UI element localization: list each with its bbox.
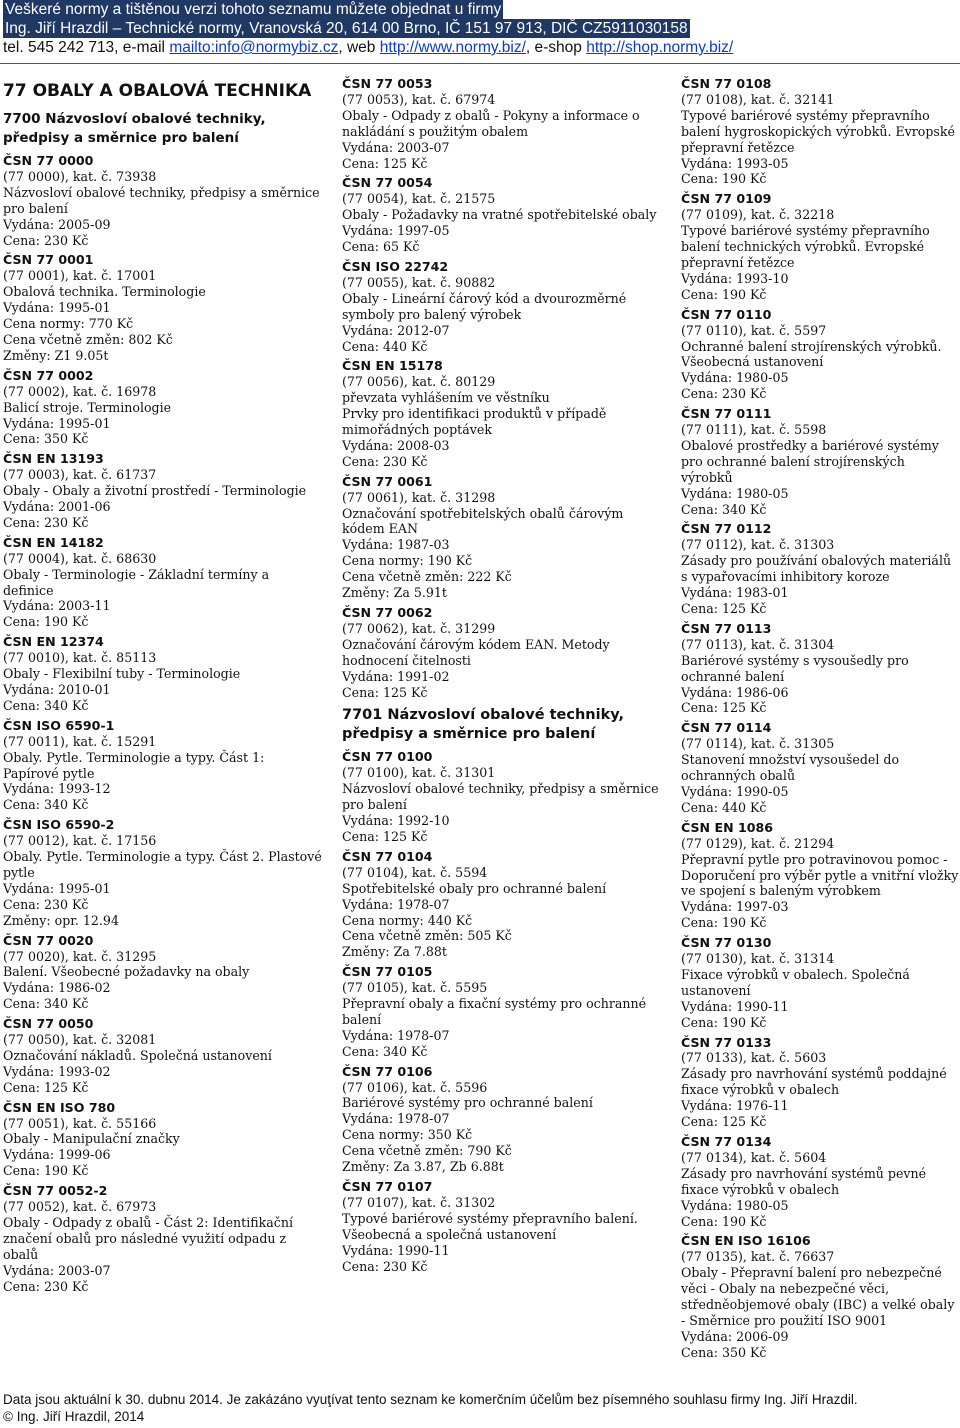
standard-detail-line: Cena: 340 Kč (3, 797, 89, 813)
standard-code: ČSN 77 0105 (342, 964, 433, 980)
standard-detail-line: (77 0105), kat. č. 5595 (342, 980, 488, 996)
standard-code: ČSN 77 0130 (681, 935, 772, 951)
standard-detail-line: Vydána: 1995-01 (3, 415, 111, 431)
standard-detail-line: Změny: Za 3.87, Zb 6.88t (342, 1159, 504, 1175)
standard-detail-line: Cena včetně změn: 505 Kč (342, 928, 512, 944)
standard-detail-line: (77 0104), kat. č. 5594 (342, 864, 488, 880)
standard-detail-line: Zásady pro navrhování systémů pevné fixace výrobků v obalech (681, 1165, 927, 1197)
standard-detail-line: (77 0110), kat. č. 5597 (681, 322, 827, 338)
standard-code: ČSN EN 14182 (3, 534, 104, 550)
standard-detail-line: Cena: 125 Kč (681, 1114, 767, 1130)
standard-detail-line: Obalové prostředky a bariérové systémy pro ochranné balení strojírenských výrobků (681, 437, 939, 485)
standard-detail-line: Označování spotřebitelských obalů čárovým kódem EAN (342, 505, 624, 537)
standard-detail-line: Zásady pro používání obalových materiálů s vypařovacími inhibitory koroze (681, 553, 952, 585)
standard-entry (681, 621, 960, 716)
eshop-label: , e-shop (525, 39, 587, 56)
standard-code: ČSN EN 1086 (681, 819, 774, 835)
standard-detail-line: (77 0109), kat. č. 32218 (681, 207, 835, 223)
standard-detail-line: Stanovení množství vysoušedel do ochranných obalů (681, 752, 900, 784)
section-title: 77 OBALY A OBALOVÁ TECHNIKA (3, 81, 312, 101)
standard-code: ČSN ISO 6590-1 (3, 717, 115, 733)
standard-detail-line: Vydána: 1986-02 (3, 980, 111, 996)
standard-entry (681, 307, 960, 402)
standard-entry (3, 817, 323, 928)
standard-detail-line: Cena: 440 Kč (342, 338, 428, 354)
standard-code: ČSN 77 0133 (681, 1034, 772, 1050)
standard-entry (681, 521, 960, 616)
standard-detail-line: Balení. Všeobecné požadavky na obaly (3, 964, 250, 980)
standard-detail-line: Obaly - Lineární čárový kód a dvourozměrné symboly pro balený výrobek (342, 290, 627, 322)
phone-email-label: tel. 545 242 713, e-mail (3, 39, 170, 56)
standard-detail-line: Změny: Za 5.91t (342, 585, 447, 601)
standard-code: ČSN 77 0107 (342, 1179, 433, 1194)
standard-code: ČSN 77 0000 (3, 153, 94, 168)
standard-detail-line: (77 0134), kat. č. 5604 (681, 1149, 827, 1165)
standard-detail-line: Vydána: 2003-07 (3, 1262, 111, 1278)
standard-detail-line: (77 0129), kat. č. 21294 (681, 835, 835, 851)
standard-code: ČSN 77 0113 (681, 620, 772, 636)
column-2 (342, 76, 662, 1278)
standard-detail-line: převzata vyhlášením ve věstníku (342, 390, 550, 406)
standard-detail-line: Vydána: 1978-07 (342, 1111, 450, 1127)
standard-detail-line: (77 0051), kat. č. 55166 (3, 1115, 157, 1131)
standard-detail-line: Cena: 440 Kč (681, 799, 767, 815)
standard-detail-line: (77 0108), kat. č. 32141 (681, 91, 835, 107)
standard-detail-line: (77 0012), kat. č. 17156 (3, 833, 157, 849)
page-header (3, 0, 958, 57)
standard-entry (681, 720, 960, 815)
header-divider (0, 63, 960, 64)
standard-detail-line: Cena: 230 Kč (342, 453, 428, 469)
standard-code: ČSN 77 0112 (681, 521, 772, 537)
standards-list-col1 (3, 153, 323, 1295)
standard-code: ČSN 77 0001 (3, 252, 94, 268)
standard-detail-line: Vydána: 1997-03 (681, 899, 789, 915)
standard-detail-line: Obaly - Manipulační značky (3, 1131, 180, 1147)
standard-code: ČSN 77 0061 (342, 473, 433, 489)
header-line-1: Veškeré normy a tištěnou verzi tohoto seznamu můžete objednat u firmy (5, 1, 502, 18)
standard-detail-line: Cena: 125 Kč (681, 601, 767, 616)
standard-detail-line: Cena včetně změn: 222 Kč (342, 569, 512, 585)
standard-detail-line: Vydána: 1983-01 (681, 585, 789, 601)
standard-detail-line: (77 0004), kat. č. 68630 (3, 550, 157, 566)
standard-detail-line: Zásady pro navrhování systémů poddajné fixace výrobků v obalech (681, 1066, 947, 1098)
standard-detail-line: Cena: 230 Kč (681, 386, 767, 402)
standard-detail-line: Vydána: 2008-03 (342, 437, 450, 453)
standard-detail-line: Přepravní obaly a fixační systémy pro ochranné balení (342, 996, 647, 1027)
standard-detail-line: Změny: Za 7.88t (342, 944, 447, 960)
standard-detail-line: (77 0135), kat. č. 76637 (681, 1249, 835, 1265)
standard-detail-line: Cena: 340 Kč (3, 996, 89, 1012)
standard-detail-line: (77 0000), kat. č. 73938 (3, 168, 157, 184)
standard-detail-line: Vydána: 1978-07 (342, 896, 450, 912)
standard-detail-line: Vydána: 2001-06 (3, 499, 111, 515)
standard-detail-line: Obaly - Přepravní balení pro nebezpečné věci - Obaly na nebezpečné věci, středněobjemové obaly (IBC) a velké obaly - Směrnice pro použití ISO 9001 (681, 1265, 955, 1328)
standard-code: ČSN 77 0106 (342, 1063, 433, 1079)
standard-code: ČSN ISO 22742 (342, 258, 449, 274)
standard-detail-line: Cena: 190 Kč (3, 614, 89, 630)
standard-detail-line: Vydána: 1990-11 (681, 998, 789, 1014)
standard-entry (3, 535, 323, 630)
standard-detail-line: Cena: 125 Kč (681, 700, 767, 716)
standard-detail-line: (77 0114), kat. č. 31305 (681, 736, 835, 752)
standard-detail-line: Vydána: 2012-07 (342, 322, 450, 338)
standard-code: ČSN 77 0111 (681, 406, 772, 422)
header-line-2: Ing. Jiří Hrazdil – Technické normy, Vranovská 20, 614 00 Brno, IČ 151 97 913, DIČ CZ5911030158 (5, 20, 688, 37)
standard-detail-line: Obaly - Flexibilní tuby - Terminologie (3, 666, 241, 682)
standard-detail-line: Bariérové systémy s vysoušedly pro ochranné balení (681, 652, 909, 684)
eshop-link[interactable]: http://shop.normy.biz/ (586, 39, 734, 56)
standard-detail-line: Prvky pro identifikaci produktů v případě mimořádných poptávek (342, 406, 607, 438)
standard-detail-line: Obaly - Odpady z obalů - Pokyny a informace o nakládání s použitým obalem (342, 107, 640, 139)
standard-entry (681, 935, 960, 1030)
standard-code: ČSN EN ISO 780 (3, 1099, 116, 1115)
standard-detail-line: Balicí stroje. Terminologie (3, 399, 172, 415)
standard-code: ČSN 77 0052-2 (3, 1183, 108, 1199)
standard-entry (342, 175, 662, 255)
standard-detail-line: (77 0020), kat. č. 31295 (3, 948, 157, 964)
standard-detail-line: (77 0052), kat. č. 67973 (3, 1199, 157, 1215)
standard-detail-line: (77 0106), kat. č. 5596 (342, 1079, 488, 1095)
standard-detail-line: Cena: 350 Kč (681, 1344, 767, 1360)
standard-detail-line: Cena: 230 Kč (3, 514, 89, 530)
standard-detail-line: Vydána: 2003-11 (3, 598, 111, 614)
standard-detail-line: Vydána: 1976-11 (681, 1098, 789, 1114)
standard-detail-line: Cena: 230 Kč (3, 232, 89, 248)
column-1 (3, 76, 323, 1299)
standard-detail-line: Názvosloví obalové techniky, předpisy a směrnice pro balení (3, 184, 320, 216)
standard-code: ČSN EN 15178 (342, 358, 443, 374)
standard-detail-line: Obaly - Požadavky na vratné spotřebitelské obaly (342, 207, 657, 223)
standard-detail-line: Vydána: 1980-05 (681, 1197, 789, 1213)
standard-detail-line: (77 0003), kat. č. 61737 (3, 467, 157, 483)
standard-detail-line: Cena včetně změn: 802 Kč (3, 331, 173, 347)
standard-code: ČSN EN 12374 (3, 634, 104, 650)
standard-detail-line: Cena: 350 Kč (3, 431, 89, 447)
standard-detail-line: Cena: 65 Kč (342, 239, 420, 255)
standard-entry (342, 76, 662, 171)
standard-entry (3, 153, 323, 248)
standard-detail-line: Vydána: 2005-09 (3, 216, 111, 232)
standard-detail-line: Ochranné balení strojírenských výrobků. Všeobecná ustanovení (681, 338, 942, 370)
standard-detail-line: (77 0061), kat. č. 31298 (342, 489, 496, 505)
standard-detail-line: (77 0112), kat. č. 31303 (681, 537, 835, 553)
standard-detail-line: Vydána: 2003-07 (342, 139, 450, 155)
standard-detail-line: Vydána: 1986-06 (681, 684, 789, 700)
standard-entry (3, 718, 323, 813)
standard-detail-line: Fixace výrobků v obalech. Společná ustanovení (681, 966, 910, 998)
column-3 (681, 76, 960, 1365)
standard-entry (3, 933, 323, 1013)
standard-entry (681, 1233, 960, 1360)
standard-detail-line: Typové bariérové systémy přepravního balení. Všeobecná a společná ustanovení (342, 1210, 638, 1242)
standard-detail-line: Cena včetně změn: 790 Kč (342, 1143, 512, 1159)
standard-entry (342, 474, 662, 601)
standard-entry (342, 259, 662, 354)
standard-detail-line: (77 0010), kat. č. 85113 (3, 650, 157, 666)
standard-detail-line: Cena: 125 Kč (342, 155, 428, 171)
subsection-title-7700: 7700 Názvosloví obalové techniky, předpisy a směrnice pro balení (3, 111, 266, 146)
standard-detail-line: (77 0062), kat. č. 31299 (342, 620, 496, 636)
standard-code: ČSN 77 0020 (3, 932, 94, 948)
standard-detail-line: Vydána: 1995-01 (3, 880, 111, 896)
standard-detail-line: Typové bariérové systémy přepravního balení technických výrobků. Evropské přepravní řetězce (681, 223, 930, 270)
standard-detail-line: Cena: 230 Kč (3, 896, 89, 912)
standard-detail-line: Cena: 125 Kč (3, 1079, 89, 1095)
standard-code: ČSN 77 0002 (3, 367, 94, 383)
standard-detail-line: (77 0002), kat. č. 16978 (3, 383, 157, 399)
standard-detail-line: Cena: 340 Kč (681, 501, 767, 517)
standard-detail-line: (77 0107), kat. č. 31302 (342, 1194, 496, 1210)
standard-entry (681, 76, 960, 187)
standard-entry (342, 1179, 662, 1274)
standard-detail-line: (77 0130), kat. č. 31314 (681, 951, 835, 967)
standard-detail-line: Označování čárovým kódem EAN. Metody hodnocení čitelnosti (342, 636, 610, 668)
standard-code: ČSN 77 0050 (3, 1016, 94, 1032)
standard-detail-line: Bariérové systémy pro ochranné balení (342, 1095, 593, 1111)
standard-code: ČSN EN 13193 (3, 451, 104, 467)
standard-detail-line: (77 0111), kat. č. 5598 (681, 422, 827, 438)
standard-code: ČSN 77 0114 (681, 720, 772, 736)
standard-entry (681, 1134, 960, 1229)
footer-copyright: © Ing. Jiří Hrazdil, 2014 (3, 1409, 145, 1424)
standard-detail-line: Cena normy: 770 Kč (3, 316, 134, 332)
header-contact-line (3, 38, 958, 57)
standard-entry (3, 1100, 323, 1180)
standard-detail-line: Vydána: 1987-03 (342, 537, 450, 553)
standard-detail-line: Cena: 190 Kč (681, 915, 767, 931)
standard-detail-line: Vydána: 1980-05 (681, 485, 789, 501)
standard-detail-line: Cena: 340 Kč (342, 1043, 428, 1059)
standard-code: ČSN 77 0108 (681, 76, 772, 91)
web-link[interactable]: http://www.normy.biz/ (379, 39, 526, 56)
footer-notice: Data jsou aktuální k 30. dubnu 2014. Je zakázáno vyuţívat tento seznam ke komerčním účelům bez písemného souhlasu firmy Ing. Jiří Hrazdil. (3, 1392, 858, 1407)
standard-detail-line: Vydána: 1990-05 (681, 783, 789, 799)
standard-detail-line: Změny: Z1 9.05t (3, 347, 109, 363)
standard-code: ČSN 77 0053 (342, 76, 433, 91)
standard-code: ČSN EN ISO 16106 (681, 1233, 811, 1249)
standard-code: ČSN 77 0062 (342, 605, 433, 620)
standard-detail-line: Vydána: 1993-10 (681, 270, 789, 286)
standard-detail-line: Obaly. Pytle. Terminologie a typy. Část 2. Plastové pytle (3, 849, 322, 880)
standard-detail-line: Cena: 190 Kč (681, 1014, 767, 1030)
standard-code: ČSN 77 0134 (681, 1134, 772, 1149)
standard-code: ČSN 77 0104 (342, 848, 433, 864)
standard-detail-line: Vydána: 1992-10 (342, 813, 450, 829)
standard-entry (342, 964, 662, 1059)
standard-detail-line: Vydána: 1995-01 (3, 300, 111, 316)
standard-entry (342, 358, 662, 469)
standard-detail-line: Cena: 190 Kč (3, 1163, 89, 1179)
standard-entry (3, 1016, 323, 1096)
standard-entry (342, 1064, 662, 1175)
standard-detail-line: Typové bariérové systémy přepravního balení hygroskopických výrobků. Evropské přepravní řetězce (681, 107, 955, 155)
standard-entry (3, 634, 323, 714)
standard-code: ČSN 77 0109 (681, 191, 772, 207)
standard-detail-line: Přepravní pytle pro potravinovou pomoc - Doporučení pro výběr pytle a vnitřní vložky ve spojení s baleným výrobkem (681, 851, 959, 899)
standard-entry (681, 406, 960, 517)
standard-detail-line: Cena: 190 Kč (681, 286, 767, 302)
standard-detail-line: Obaly - Odpady z obalů - Část 2: Identifikační značení obalů pro následné využití odpadu z obalů (3, 1215, 293, 1262)
standard-detail-line: Cena: 190 Kč (681, 1213, 767, 1229)
standard-code: ČSN 77 0110 (681, 306, 772, 322)
standard-detail-line: (77 0001), kat. č. 17001 (3, 268, 157, 284)
standard-detail-line: Vydána: 1999-06 (3, 1147, 111, 1163)
standard-detail-line: Vydána: 1990-11 (342, 1242, 450, 1258)
standard-code: ČSN ISO 6590-2 (3, 817, 115, 833)
standard-detail-line: Obalová technika. Terminologie (3, 284, 206, 300)
standard-detail-line: Vydána: 1993-02 (3, 1063, 111, 1079)
standard-detail-line: (77 0133), kat. č. 5603 (681, 1050, 827, 1066)
standard-detail-line: Změny: opr. 12.94 (3, 912, 119, 928)
standard-detail-line: Cena: 340 Kč (3, 697, 89, 713)
standard-entry (3, 451, 323, 531)
standard-detail-line: Vydána: 1993-12 (3, 781, 111, 797)
standard-detail-line: (77 0054), kat. č. 21575 (342, 191, 496, 207)
standard-detail-line: Cena normy: 350 Kč (342, 1127, 473, 1143)
standard-entry (3, 368, 323, 448)
standard-detail-line: (77 0050), kat. č. 32081 (3, 1032, 157, 1048)
standards-list-col3 (681, 76, 960, 1361)
standard-entry (342, 849, 662, 960)
standards-list-col2-bottom (342, 749, 662, 1274)
standard-detail-line: Cena normy: 440 Kč (342, 912, 473, 928)
standard-code: ČSN 77 0100 (342, 749, 433, 765)
standard-detail-line: Obaly. Pytle. Terminologie a typy. Část 1: Papírové pytle (3, 749, 265, 781)
standard-detail-line: Cena: 230 Kč (342, 1258, 428, 1274)
subsection-title-7701: 7701 Názvosloví obalové techniky, předpisy a směrnice pro balení (342, 707, 625, 743)
standard-detail-line: Cena: 190 Kč (681, 171, 767, 187)
standard-detail-line: (77 0056), kat. č. 80129 (342, 374, 496, 390)
standards-list-col2-top (342, 76, 662, 700)
standard-entry (681, 191, 960, 302)
standard-entry (681, 1035, 960, 1130)
standard-detail-line: Spotřebitelské obaly pro ochranné balení (342, 880, 607, 896)
standard-detail-line: Označování nákladů. Společná ustanovení (3, 1047, 272, 1063)
standard-detail-line: Vydána: 1991-02 (342, 668, 450, 684)
standard-entry (3, 252, 323, 363)
standard-detail-line: Cena: 125 Kč (342, 828, 428, 844)
standard-detail-line: (77 0053), kat. č. 67974 (342, 91, 496, 107)
standard-detail-line: Vydána: 1980-05 (681, 370, 789, 386)
standard-detail-line: (77 0100), kat. č. 31301 (342, 765, 496, 781)
standard-entry (342, 749, 662, 844)
standard-detail-line: Vydána: 1978-07 (342, 1027, 450, 1043)
standard-detail-line: (77 0055), kat. č. 90882 (342, 274, 496, 290)
standard-entry (3, 1183, 323, 1294)
standard-detail-line: Obaly - Obaly a životní prostředí - Terminologie (3, 483, 307, 499)
email-link[interactable]: mailto:info@normybiz.cz (169, 39, 339, 56)
standard-entry (681, 820, 960, 931)
standard-detail-line: Obaly - Terminologie - Základní termíny a definice (3, 566, 270, 598)
standard-detail-line: Vydána: 1993-05 (681, 155, 789, 171)
standard-detail-line: Vydána: 2010-01 (3, 682, 111, 697)
standard-detail-line: Cena normy: 190 Kč (342, 553, 473, 569)
standard-detail-line: Vydána: 2006-09 (681, 1328, 789, 1344)
standard-entry (342, 605, 662, 700)
page-footer (3, 1391, 958, 1425)
standard-detail-line: Cena: 230 Kč (3, 1278, 89, 1294)
web-label: , web (338, 39, 380, 56)
standard-detail-line: Cena: 125 Kč (342, 684, 428, 700)
standard-detail-line: Názvosloví obalové techniky, předpisy a směrnice pro balení (342, 781, 659, 813)
standard-code: ČSN 77 0054 (342, 175, 433, 191)
standard-detail-line: (77 0113), kat. č. 31304 (681, 636, 835, 652)
standard-detail-line: (77 0011), kat. č. 15291 (3, 733, 157, 749)
standard-detail-line: Vydána: 1997-05 (342, 223, 450, 239)
